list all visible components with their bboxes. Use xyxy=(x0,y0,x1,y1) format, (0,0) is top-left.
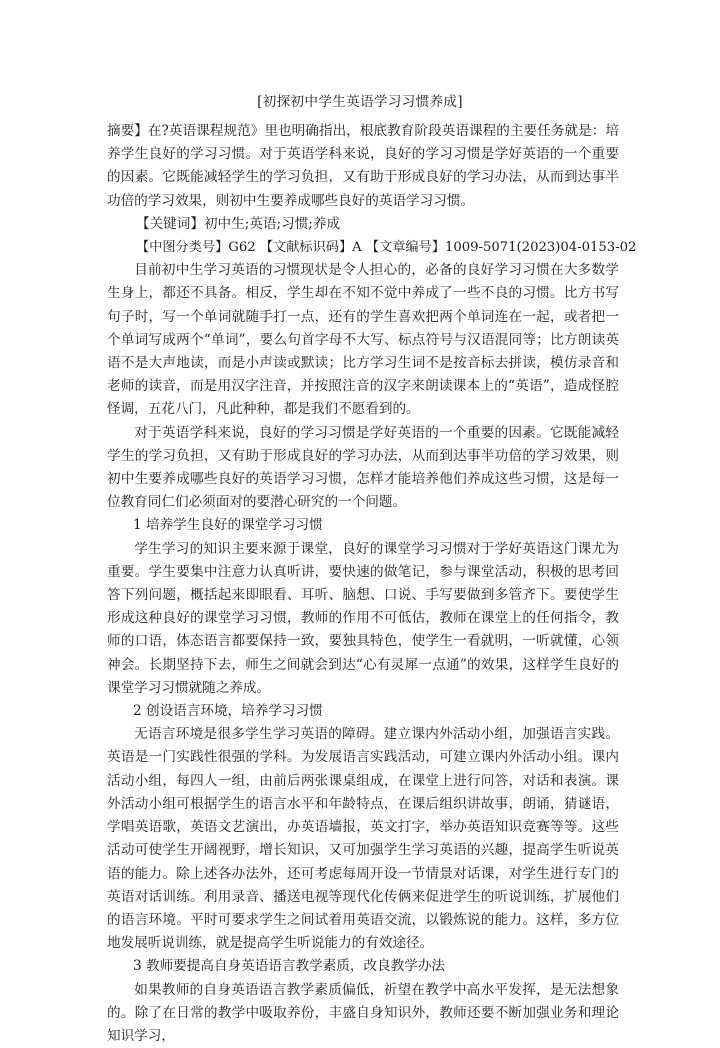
body-paragraph-1: 目前初中生学习英语的习惯现状是令人担心的，必备的良好学习习惯在大多数学生身上，都还不具备。相反，学生却在不知不觉中养成了一些不良的习惯。比方书写句子时，写一个单词就随手打一点，还有的学生喜欢把两个单词连在一起，或者把一个单词写成两个“单词”，要么句首字母不大写、标点符号与汉语混同等；比方朗读英语不是大声地读，而是小声读或默读；比方学习生词不是按音标去拼读，模仿录音和老师的读音，而是用汉字注音，并按照注音的汉字来朗读课本上的“英语”，造成怪腔怪调，五花八门，凡此种种，都是我们不愿看到的。 xyxy=(107,262,619,418)
body-paragraph-3: 学生学习的知识主要来源于课堂，良好的课堂学习习惯对于学好英语这门课尤为重要。学生要集中注意力认真听讲，要快速的做笔记，参与课堂活动，积极的思考回答下列问题，概括起来即眼看、耳听、脑想、口说、手写要做到多管齐下。要使学生形成这种良好的课堂学习习惯，教师的作用不可低估，教师在课堂上的任何指令，教师的口语，体态语言都要保持一致，要独具特色，使学生一看就明，一听就懂，心领神会。长期坚持下去，师生之间就会到达“心有灵犀一点通”的效果，这样学生良好的课堂学习习惯就随之养成。 xyxy=(107,540,619,696)
abstract-paragraph: 摘要】在?英语课程规范》里也明确指出，根底教育阶段英语课程的主要任务就是：培养学生良好的学习习惯。对于英语学科来说，良好的学习习惯是学好英语的一个重要的因素。它既能减轻学生的学习负担，又有助于形成良好的学习办法，从而到达事半功倍的学习效果，则初中生要养成哪些良好的英语学习习惯。 xyxy=(107,123,619,209)
body-paragraph-2: 对于英语学科来说，良好的学习习惯是学好英语的一个重要的因素。它既能减轻学生的学习负担，又有助于形成良好的学习办法，从而到达事半功倍的学习效果，则初中生要养成哪些良好的英语学习习惯，怎样才能培养他们养成这些习惯，这是每一位教育同仁们必须面对的要潜心研究的一个问题。 xyxy=(107,424,619,511)
section-heading-3: 3 教师要提高自身英语语言教学素质，改良教学办法 xyxy=(133,958,446,975)
body-paragraph-5: 如果教师的自身英语语言教学素质偏低，祈望在教学中高水平发挥，是无法想象的。除了在日常的教学中吸取养份，丰盛自身知识外，教师还要不断加强业务和理论知识学习， xyxy=(107,981,619,1044)
article-body xyxy=(107,120,637,1048)
section-heading-1: 1 培养学生良好的课堂学习习惯 xyxy=(133,517,323,534)
section-heading-2: 2 创设语言环境，培养学习习惯 xyxy=(133,703,323,720)
body-paragraph-4: 无语言环境是很多学生学习英语的障碍。建立课内外活动小组，加强语言实践。英语是一门实践性很强的学科。为发展语言实践活动，可建立课内外活动小组。课内活动小组，每四人一组，由前后两张课桌组成，在课堂上进行问答，对话和表演。课外活动小组可根据学生的语言水平和年龄特点，在课后组织讲故事，朗诵，猜谜语，学唱英语歌，英语文艺演出，办英语墙报，英文打字，举办英语知识竞赛等等。这些活动可使学生开阔视野，增长知识，又可加强学生学习英语的兴趣，提高学生听说英语的能力。除上述各办法外，还可考虑每周开设一节情景对话课，对学生进行专门的英语对话训练。利用录音、播送电视等现代化传俩来促进学生的听说训练，扩展他们的语言环境。平时可要求学生之间试着用英语交流，以锻炼说的能力。这样，多方位地发展听说训练，就是提高学生听说能力的有效途径。 xyxy=(107,726,619,952)
keywords-line: 【关键词】初中生;英语;习惯;养成 xyxy=(136,215,341,232)
classification-line: 【中图分类号】G62 【文献标识码】A 【文章编号】1009-5071(2023)04-0153-02 xyxy=(136,240,637,256)
page-title: [初探初中学生英语学习习惯养成] xyxy=(257,94,463,110)
